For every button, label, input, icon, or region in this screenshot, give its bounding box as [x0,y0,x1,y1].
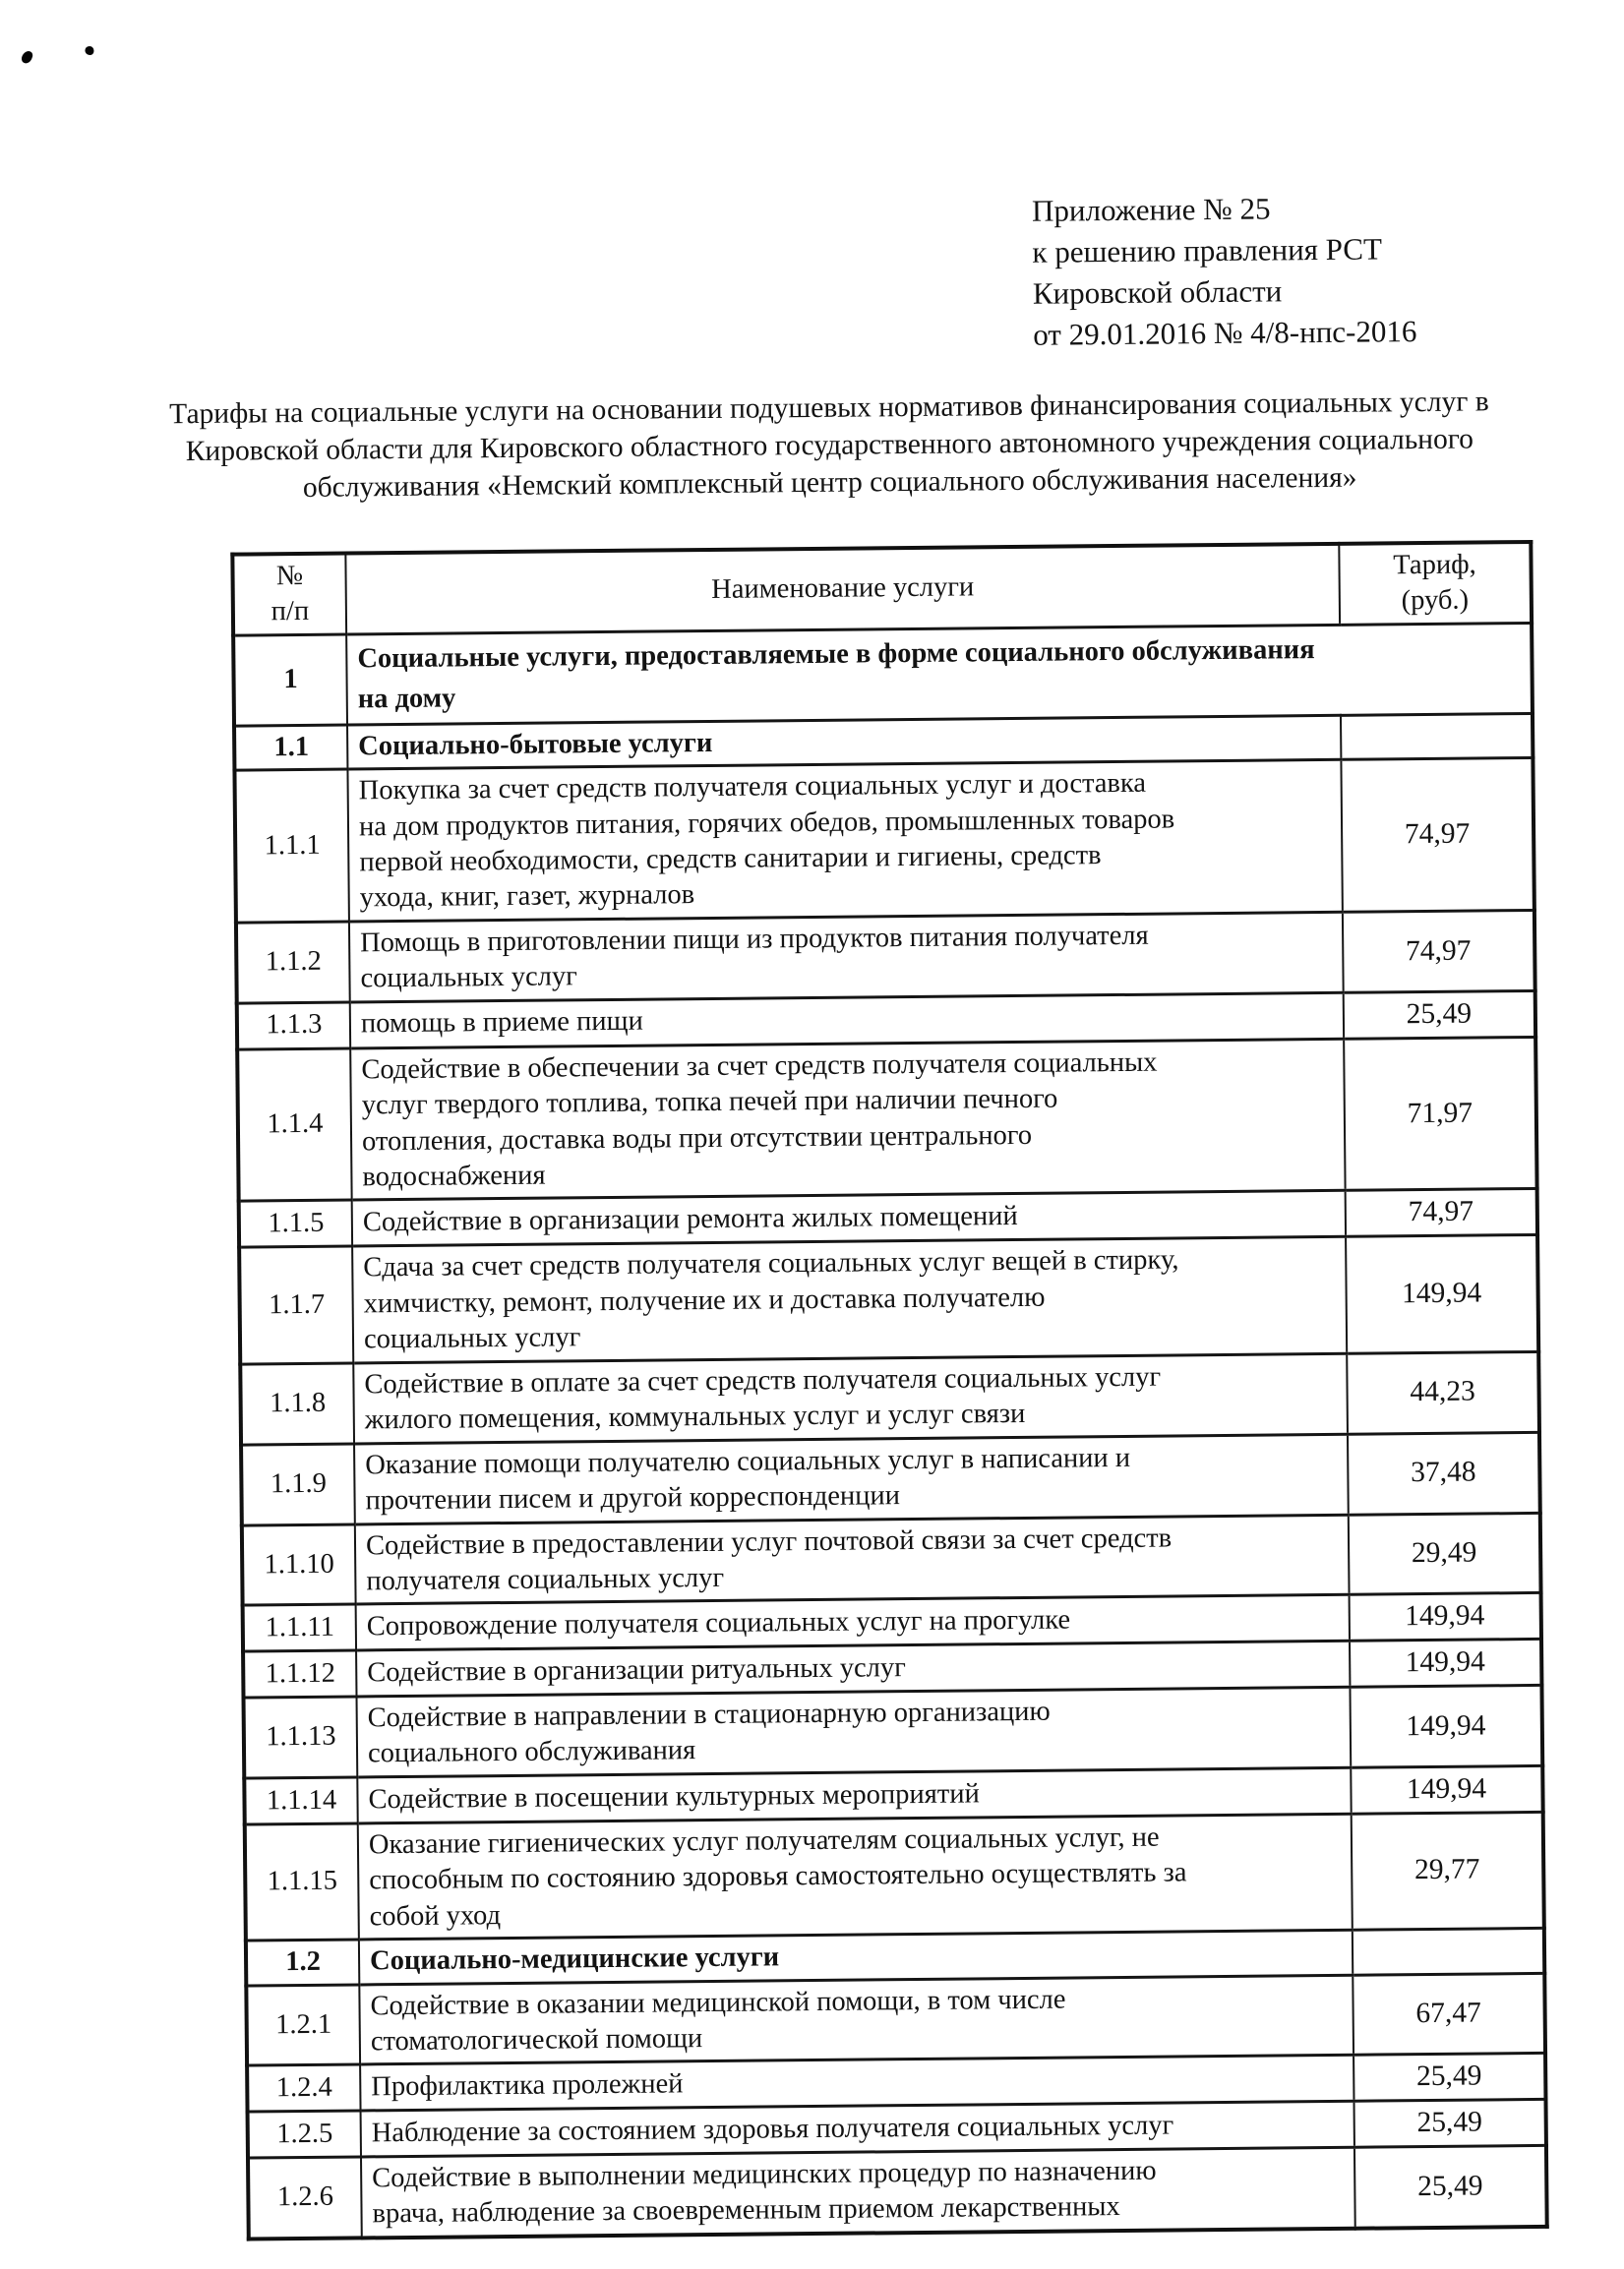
row-number: 1.1.4 [237,1048,351,1202]
table-row [240,1351,1539,1445]
row-number: 1.1.7 [239,1246,353,1364]
tariff-value: 74,97 [1341,757,1534,912]
service-name: Оказание гигиенических услуг получателям социальных услуг, не способным по состоянию здоровья самостоятельно осуществлять за собой уход [358,1814,1353,1940]
tariff-value: 44,23 [1347,1351,1539,1434]
tariff-table-rows [233,623,1547,2239]
service-name: Сдача за счет средств получателя социальных услуг вещей в стирку, химчистку, ремонт, получение их и доставка получателю социальных услуг [352,1237,1347,1363]
table-row [248,2145,1547,2239]
appendix-note-line: к решению правления РСТ [1032,231,1383,269]
service-name: Содействие в оказании медицинской помощи, в том числе стоматологической помощи [359,1975,1353,2065]
tariff-value: 74,97 [1343,910,1535,992]
service-name: Оказание помощи получателю социальных услуг в написании и прочтении писем и другой корреспонденции [354,1434,1349,1524]
service-name: Наблюдение за состоянием здоровья получателя социальных услуг [361,2101,1354,2156]
tariff-value: 29,49 [1349,1513,1541,1595]
tariff-table-header [232,542,1532,635]
tariff-value [1341,713,1533,759]
table-row [244,1685,1543,1778]
row-number: 1.1.3 [237,1002,350,1049]
document-title: Тарифы на социальные услуги на основании подушевых нормативов финансирования социальных услуг в Кировской области для Кировского областного государственного автономного учреждения социального обслуживания «Немский комплексный центр социального обслуживания населения» [169,386,1489,505]
tariff-value: 67,47 [1353,1973,1545,2056]
tariff-value: 149,94 [1350,1640,1541,1688]
tariff-value: 37,48 [1348,1432,1540,1515]
service-name: Сопровождение получателя социальных услуг на прогулке [356,1595,1350,1650]
row-number: 1.1.13 [244,1697,358,1778]
row-number: 1.1.11 [243,1604,356,1651]
row-number: 1.1.9 [241,1444,355,1525]
service-name: Содействие в организации ритуальных услуг [356,1641,1350,1696]
row-number: 1.2.4 [247,2064,360,2112]
row-number: 1.1.1 [234,769,348,923]
tariff-value [1353,1928,1544,1974]
service-name: Содействие в обеспечении за счет средств получателя социальных услуг твердого топлива, топка печей при наличии печного отопления, доставка воды при отсутствии центрального водоснабжения [350,1039,1345,1201]
row-number: 1.2.5 [248,2111,361,2158]
table-row [246,1973,1545,2066]
service-name: Социальные услуги, предоставляемые в форме социального обслуживания на дому [346,623,1533,724]
tariff-value: 71,97 [1344,1037,1536,1191]
tariff-value: 149,94 [1351,1765,1542,1814]
scan-speck-icon [20,49,33,65]
table-row [241,1432,1540,1525]
tariff-value: 25,49 [1354,2145,1547,2228]
table-row [239,1235,1538,1364]
tariff-value: 149,94 [1350,1593,1541,1642]
service-name: Содействие в посещении культурных мероприятий [357,1767,1351,1822]
table-row [242,1513,1541,1606]
service-name: Содействие в оплате за счет средств получателя социальных услуг жилого помещения, коммунальных услуг и услуг связи [353,1353,1348,1444]
table-row [245,1812,1544,1941]
row-number: 1.2.1 [246,1984,360,2065]
row-number: 1.2.6 [248,2157,362,2239]
service-name: Социально-бытовые услуги [347,715,1341,769]
tariff-value: 29,77 [1352,1812,1544,1930]
appendix-note-line: Приложение № 25 [1031,191,1271,228]
row-number: 1.1 [234,725,347,771]
row-number: 1.1.14 [244,1777,357,1824]
row-number: 1.1.12 [243,1650,356,1698]
tariff-value: 25,49 [1353,2054,1545,2102]
table-row [233,623,1533,725]
appendix-note-line: от 29.01.2016 № 4/8-нпс-2016 [1033,314,1417,353]
row-number: 1.1.5 [239,1200,352,1247]
row-number: 1.1.2 [236,922,350,1003]
row-number: 1.1.8 [240,1363,354,1445]
service-name: Покупка за счет средств получателя социальных услуг и доставка на дом продуктов питания, горячих обедов, промышленных товаров первой необходимости, средств санитарии и гигиены, средств ухода, книг, газет, журналов [347,759,1342,922]
tariff-value: 25,49 [1344,990,1535,1039]
tariff-value: 149,94 [1350,1685,1542,1767]
tariff-value: 74,97 [1346,1189,1537,1237]
tariff-table [230,540,1548,2241]
service-name: Содействие в предоставлении услуг почтовой связи за счет средств получателя социальных услуг [355,1515,1350,1605]
column-header-tariff: Тариф, (руб.) [1339,542,1532,625]
appendix-note-line: Кировской области [1032,273,1283,312]
service-name: Социально-медицинские услуги [359,1930,1353,1984]
service-name: Помощь в приготовлении пищи из продуктов питания получателя социальных услуг [349,912,1344,1002]
tariff-value: 149,94 [1346,1235,1538,1353]
service-name: помощь в приеме пищи [350,992,1344,1047]
service-name: Профилактика пролежней [360,2056,1353,2111]
service-name: Содействие в направлении в стационарную организацию социального обслуживания [357,1687,1352,1777]
scan-speck-icon [85,46,93,55]
column-header-number: № п/п [232,554,346,636]
table-header-row [232,542,1532,635]
tariff-value: 25,49 [1353,2100,1545,2148]
table-row [234,757,1534,923]
table-row [237,1037,1536,1202]
row-number: 1.2 [246,1940,359,1986]
row-number: 1.1.10 [242,1523,356,1605]
service-name: Содействие в организации ремонта жилых помещений [352,1191,1346,1246]
table-row [236,910,1535,1003]
service-name: Содействие в выполнении медицинских процедур по назначению врача, наблюдение за своевременным приемом лекарственных [361,2147,1355,2238]
appendix-note [1032,187,1417,356]
row-number: 1.1.15 [245,1823,359,1941]
row-number: 1 [233,634,347,726]
column-header-service-name: Наименование услуги [345,544,1340,634]
